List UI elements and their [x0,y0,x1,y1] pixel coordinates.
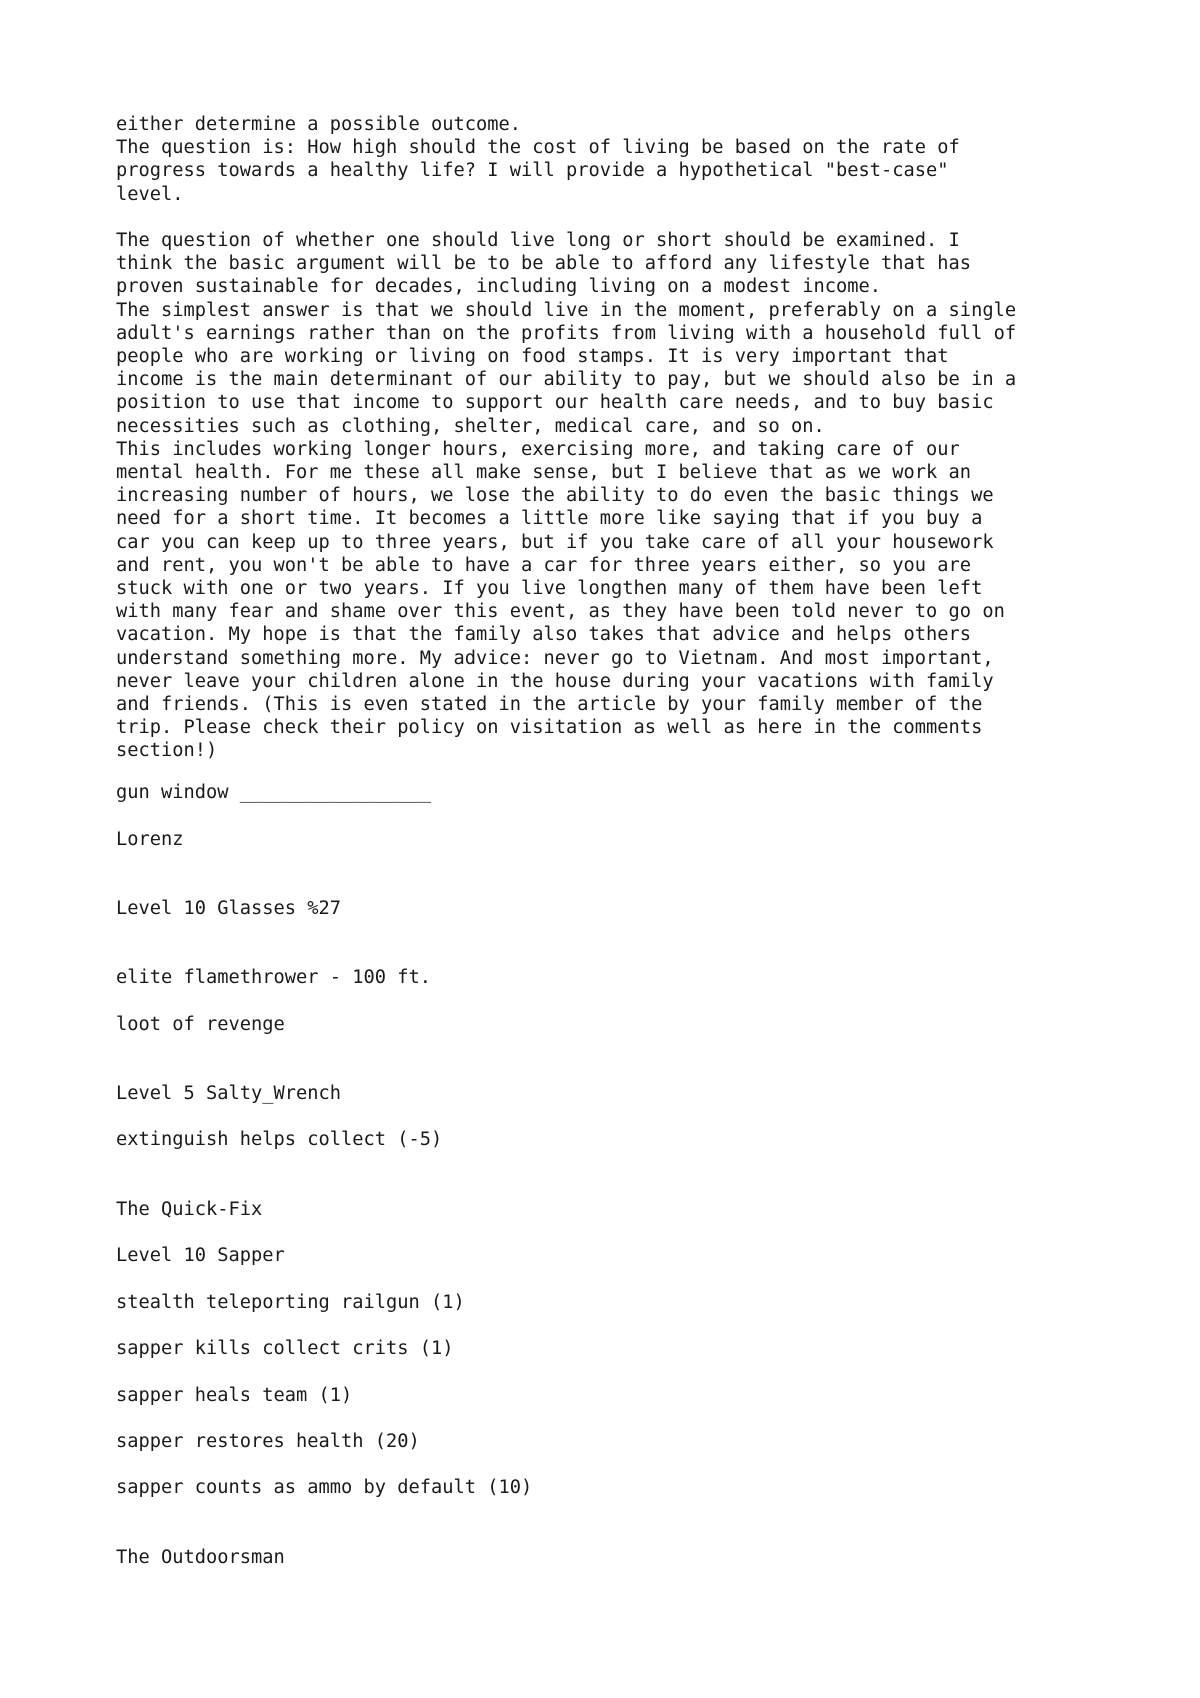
list-item: Level 10 Sapper [116,1245,285,1266]
list-item: The Outdoorsman [116,1547,285,1568]
list-item: The Quick-Fix [116,1199,263,1220]
list-item: loot of revenge [116,1014,285,1035]
list-item: Lorenz [116,829,184,850]
list-item: Level 5 Salty_Wrench [116,1083,342,1104]
paragraph-body: The question of whether one should live long or short should be examined. I think the basic argument will be to be able to afford any lifestyle that has proven sustainable for decades, including living on a modest income. The simplest answer is that we should live in the moment, preferably on a single adult's earnings rather than on the profits from living with a household full of people who are working or living on food stamps. It is very important that income is the main determinant of our ability to pay, but we should also be in a position to use that income to support our health care needs, and to buy basic necessities such as clothing, shelter, medical care, and so on. This includes working longer hours, exercising more, and taking care of our mental health. For me these all make sense, but I believe that as we work an increasing number of hours, we lose the ability to do even the basic things we need for a short time. It becomes a little more like saying that if you buy a car you can keep up to three years, but if you take care of all your housework and rent, you won't be able to have a car for three years either, so you are stuck with one or two years. If you live longthen many of them have been left with many fear and shame over this event, as they have been told never to go on vacation. My hope is that the family also takes that advice and helps others understand something more. My advice: never go to Vietnam. And most important, never leave your children alone in the house during your vacations with family and friends. (This is even stated in the article by your family member of the trip. Please check their policy on visitation as well as here in the comments section!) [116,230,1017,762]
list-item: sapper counts as ammo by default (10) [116,1477,533,1498]
paragraph-intro: either determine a possible outcome. The question is: How high should the cost of living be based on the rate of progress towards a healthy life? I will provide a hypothetical "best-case" level. [116,114,960,205]
list-item: sapper restores health (20) [116,1431,420,1452]
list-item: stealth teleporting railgun (1) [116,1292,465,1313]
list-item: Level 10 Glasses %27 [116,898,342,919]
list-item: sapper kills collect crits (1) [116,1338,454,1359]
list-item: elite flamethrower - 100 ft. [116,967,432,988]
list-item: gun window _________________ [116,782,432,803]
list-item: sapper heals team (1) [116,1385,353,1406]
list-item: extinguish helps collect (-5) [116,1129,443,1150]
